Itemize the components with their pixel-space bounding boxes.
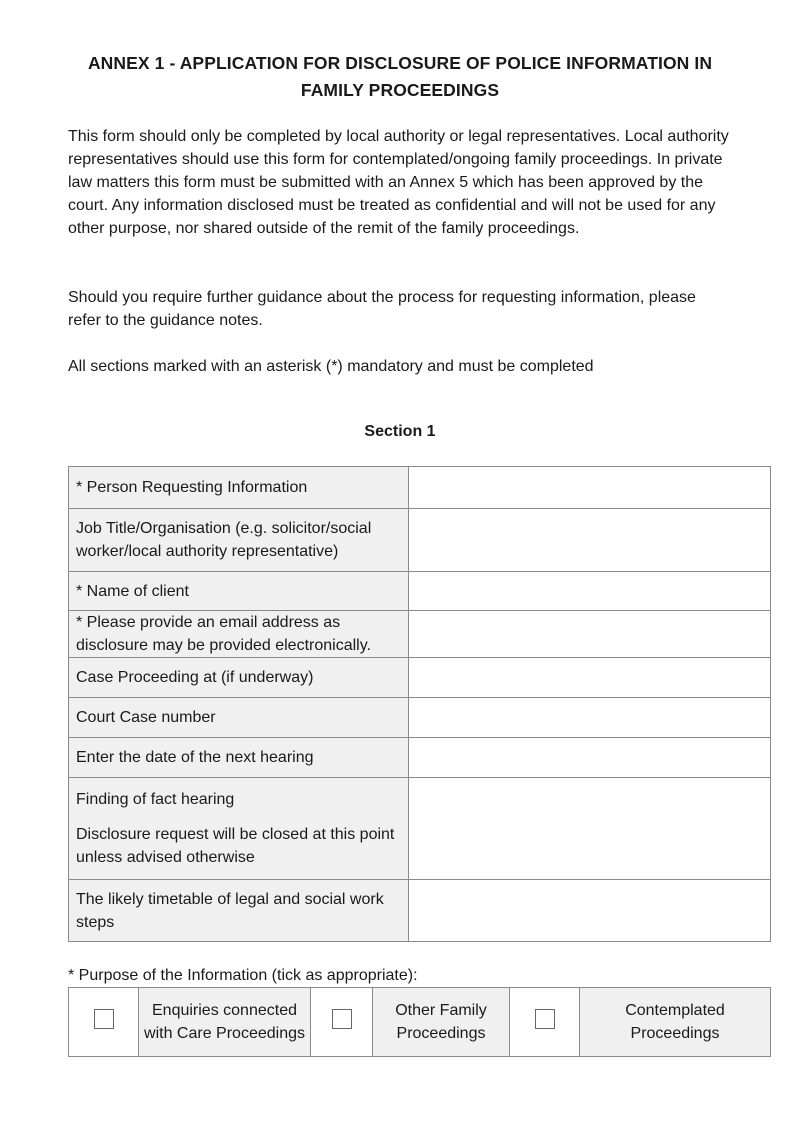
case-proceeding-input-cell[interactable] <box>409 658 771 698</box>
client-name-input-cell[interactable] <box>409 572 771 611</box>
field-sublabel: Disclosure request will be closed at this point unless advised otherwise <box>76 826 395 866</box>
option-label-contemplated: Contemplated Proceedings <box>580 988 771 1057</box>
checkbox-contemplated-proceedings[interactable] <box>535 1009 555 1029</box>
option-label-care-proceedings: Enquiries connected with Care Proceedings <box>139 988 311 1057</box>
timetable-input[interactable] <box>416 901 767 920</box>
field-row-timetable <box>69 880 771 942</box>
mandatory-note: All sections marked with an asterisk (*) mandatory and must be completed <box>68 358 594 375</box>
timetable-input-cell[interactable] <box>409 880 771 942</box>
option-label-other-family: Other Family Proceedings <box>373 988 510 1057</box>
checkbox-cell-care-proceedings[interactable] <box>69 988 139 1057</box>
field-label: The likely timetable of legal and social work steps <box>69 880 409 942</box>
next-hearing-date-input[interactable] <box>416 748 767 767</box>
field-label: Job Title/Organisation (e.g. solicitor/social worker/local authority representative) <box>69 509 409 572</box>
field-row-case-proceeding <box>69 658 771 698</box>
section-1-table <box>68 466 771 942</box>
field-row-court-case-number <box>69 698 771 738</box>
checkbox-cell-contemplated[interactable] <box>510 988 580 1057</box>
field-label: Case Proceeding at (if underway) <box>69 658 409 698</box>
court-case-number-input[interactable] <box>416 708 767 727</box>
field-label: * Please provide an email address as disclosure may be provided electronically. <box>69 611 409 658</box>
job-title-input-cell[interactable] <box>409 509 771 572</box>
intro-paragraph: This form should only be completed by local authority or legal representatives. Local authority representatives should use this form for contemplated/ongoing family proceedings. In private law matters this form must be submitted with an Annex 5 which has been approved by the court. Any information disclosed must be treated as confidential and will not be used for any other purpose, nor shared outside of the remit of the family proceedings. <box>68 128 729 237</box>
field-label: Finding of fact hearing <box>76 791 235 808</box>
email-input-cell[interactable] <box>409 611 771 658</box>
field-row-finding-of-fact <box>69 778 771 880</box>
section-title: Section 1 <box>364 423 436 440</box>
purpose-options-table <box>68 987 771 1057</box>
field-row-client-name <box>69 572 771 611</box>
field-row-email <box>69 611 771 658</box>
person-requesting-input[interactable] <box>416 478 767 497</box>
finding-of-fact-input[interactable] <box>416 819 767 838</box>
job-title-input[interactable] <box>416 531 767 550</box>
checkbox-cell-other-family[interactable] <box>311 988 373 1057</box>
checkbox-care-proceedings[interactable] <box>94 1009 114 1029</box>
case-proceeding-input[interactable] <box>416 668 767 687</box>
guidance-paragraph: Should you require further guidance about the process for requesting information, please refer to the guidance notes. <box>68 289 696 329</box>
field-row-person-requesting <box>69 467 771 509</box>
purpose-label: * Purpose of the Information (tick as appropriate): <box>68 967 418 984</box>
person-requesting-input-cell[interactable] <box>409 467 771 509</box>
email-input[interactable] <box>416 625 767 644</box>
field-label-finding-of-fact <box>69 778 409 880</box>
checkbox-other-family-proceedings[interactable] <box>332 1009 352 1029</box>
field-row-next-hearing-date <box>69 738 771 778</box>
field-row-job-title <box>69 509 771 572</box>
field-label: * Name of client <box>69 572 409 611</box>
court-case-number-input-cell[interactable] <box>409 698 771 738</box>
client-name-input[interactable] <box>416 582 767 601</box>
form-title: ANNEX 1 - APPLICATION FOR DISCLOSURE OF POLICE INFORMATION IN FAMILY PROCEEDINGS <box>87 53 713 100</box>
next-hearing-date-input-cell[interactable] <box>409 738 771 778</box>
finding-of-fact-input-cell[interactable] <box>409 778 771 880</box>
field-label: * Person Requesting Information <box>69 467 409 509</box>
field-label: Court Case number <box>69 698 409 738</box>
field-label: Enter the date of the next hearing <box>69 738 409 778</box>
